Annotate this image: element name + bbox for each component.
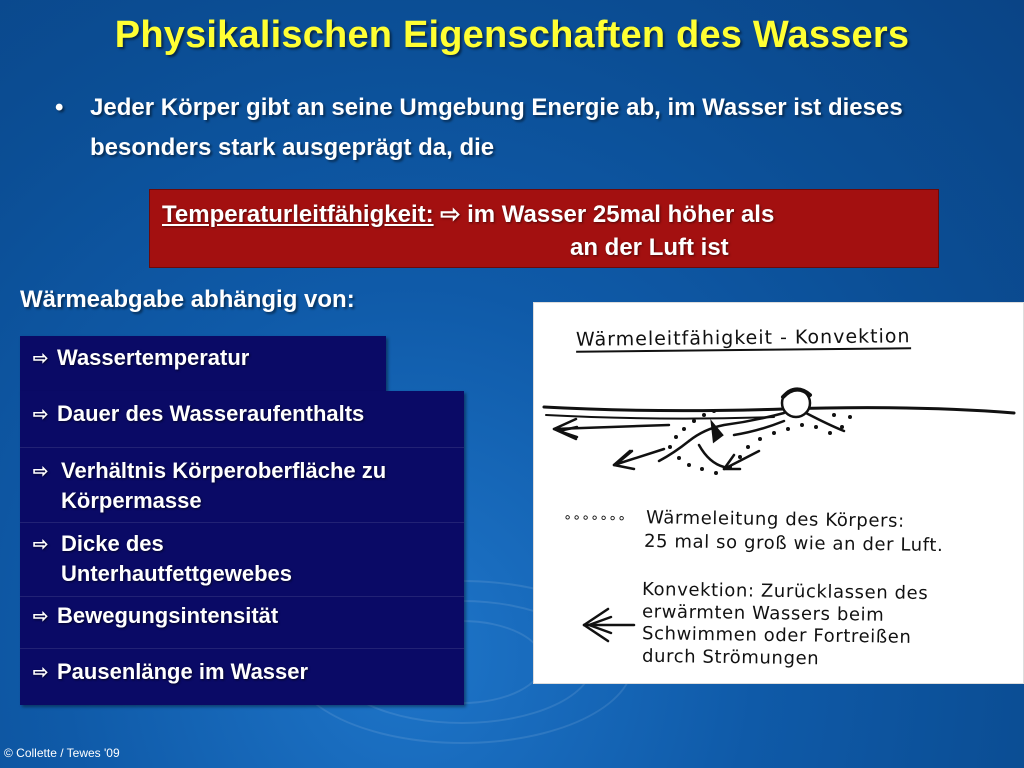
- slide-title: Physikalischen Eigenschaften des Wassers: [114, 14, 910, 56]
- figure-convection-line1: Konvektion: Zurücklassen des: [641, 579, 929, 604]
- copyright-footer: © Collette / Tewes '09: [4, 746, 120, 760]
- arrow-icon: ⇨: [440, 201, 461, 228]
- factor-item: ⇨ Pausenlänge im Wasser: [33, 657, 433, 687]
- arrow-icon: ⇨: [33, 348, 49, 368]
- divider: [20, 648, 464, 649]
- figure-dots: °°°°°°°: [563, 513, 628, 531]
- highlight-term: Temperaturleitfähigkeit:: [162, 201, 434, 228]
- figure-conduction-line1: Wärmeleitung des Körpers:: [645, 507, 905, 532]
- arrow-icon: ⇨: [33, 461, 49, 481]
- arrow-icon: ⇨: [33, 606, 49, 626]
- divider: [20, 447, 464, 448]
- highlight-line2: an der Luft ist: [570, 234, 729, 261]
- factor-item: ⇨ Dauer des Wasseraufenthalts: [33, 399, 453, 429]
- bullet-marker: •: [55, 94, 64, 121]
- arrow-icon: ⇨: [33, 662, 49, 682]
- arrow-icon: ⇨: [33, 404, 49, 424]
- factor-item: ⇨ Wassertemperatur: [33, 343, 373, 373]
- arrow-icon: ⇨: [33, 534, 49, 554]
- figure-convection-line3: Schwimmen oder Fortreißen: [641, 623, 912, 648]
- highlight-box: [149, 189, 939, 268]
- bullet-text: Jeder Körper gibt an seine Umgebung Energie ab, im Wasser ist dieses besonders stark ausgeprägt da, die: [90, 94, 903, 161]
- divider: [20, 522, 464, 523]
- figure-convection-line2: erwärmten Wassers beim: [641, 601, 885, 626]
- figure-title: Wärmeleitfähigkeit - Konvektion: [575, 325, 911, 351]
- divider: [20, 596, 464, 597]
- factors-heading: Wärmeabgabe abhängig von:: [20, 286, 355, 313]
- factor-item: ⇨ Dicke des Unterhautfettgewebes: [33, 531, 293, 586]
- factor-item: ⇨ Bewegungsintensität: [33, 601, 433, 631]
- swimmer-illustration: [533, 302, 1024, 684]
- figure-conduction-line2: 25 mal so groß wie an der Luft.: [643, 530, 944, 557]
- bullet-paragraph: [55, 88, 975, 168]
- highlight-line1: im Wasser 25mal höher als: [467, 201, 775, 228]
- factor-item: ⇨ Verhältnis Körperoberfläche zu Körpermasse: [33, 458, 387, 513]
- figure-convection-line4: durch Strömungen: [641, 645, 820, 670]
